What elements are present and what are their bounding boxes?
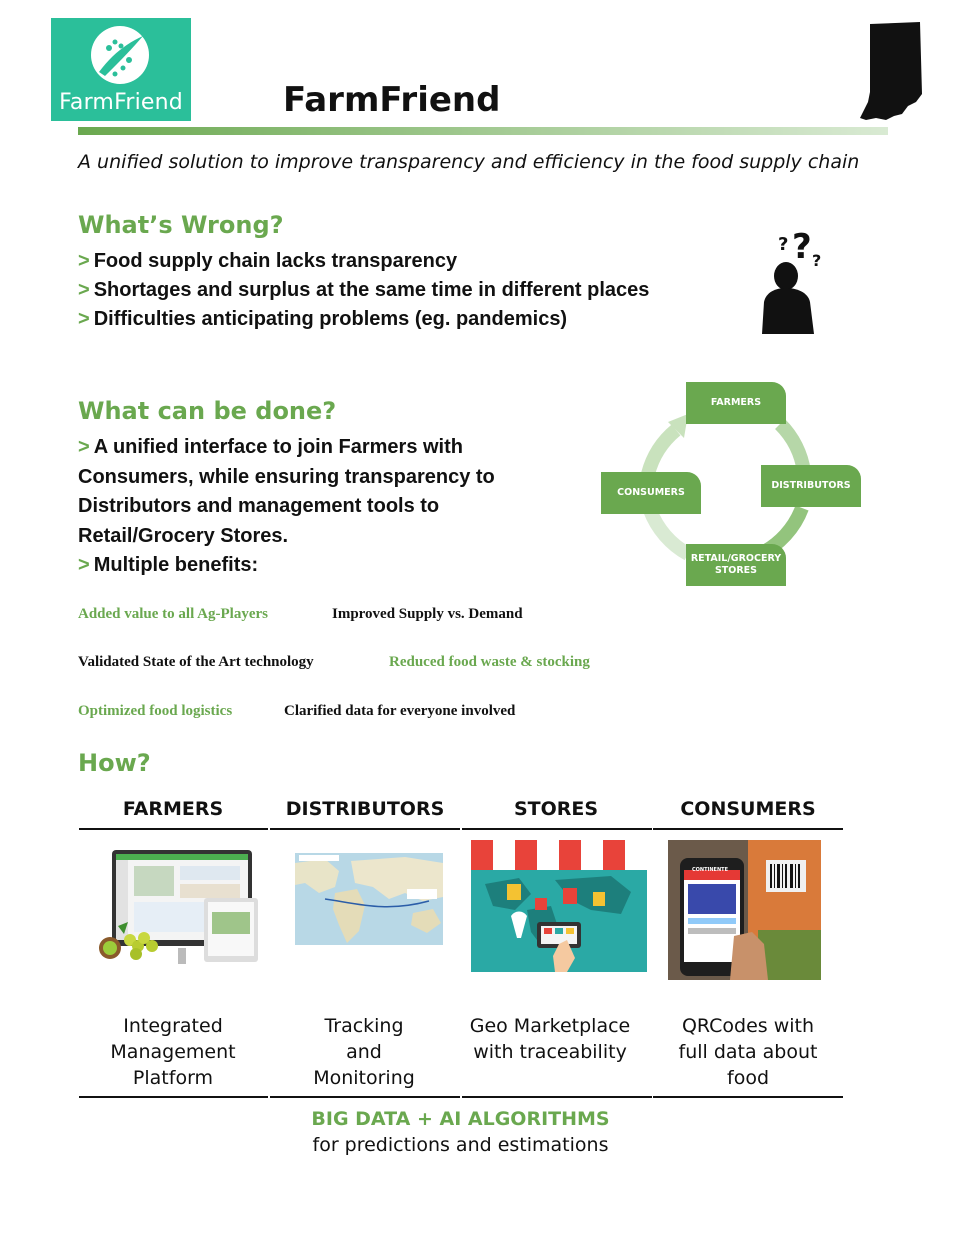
benefit-item: Added value to all Ag-Players (78, 606, 268, 622)
solution-line (78, 433, 578, 463)
description-line: Geo Marketplace (469, 1015, 631, 1037)
benefit-item: Optimized food logistics (78, 703, 233, 719)
bullet-arrow: > (78, 436, 90, 458)
solution-line: Retail/Grocery Stores. (78, 524, 289, 547)
wrong-item (78, 279, 649, 302)
description-line: with traceability (473, 1041, 627, 1063)
bullet-arrow: > (78, 250, 90, 272)
description-line: Management (110, 1041, 236, 1063)
distributors-description (270, 1013, 458, 1091)
farmers-platform-image (94, 846, 264, 970)
how-heading: How? (78, 749, 151, 777)
distributors-map-image (295, 853, 443, 945)
footer-rule (462, 1096, 652, 1098)
header-rule (653, 828, 843, 830)
title-divider (78, 127, 888, 135)
what-can-be-done-heading: What can be done? (78, 397, 337, 425)
footer-rule (79, 1096, 268, 1098)
store-brand-label: CONTINENTE (692, 867, 728, 873)
header-rule (79, 828, 268, 830)
description-line: full data about (678, 1041, 818, 1063)
page-title: FarmFriend (283, 80, 501, 120)
benefit-item: Clarified data for everyone involved (284, 703, 516, 719)
consumers-description (653, 1013, 843, 1091)
column-header-distributors: DISTRIBUTORS (285, 798, 445, 820)
cycle-farmers-box: FARMERS (686, 382, 786, 424)
stores-marketplace-image (471, 840, 647, 972)
bullet-arrow: > (78, 279, 90, 301)
whats-wrong-heading: What’s Wrong? (78, 211, 284, 239)
indiana-state-icon (858, 22, 924, 122)
header-rule (270, 828, 460, 830)
bullet-arrow: > (78, 308, 90, 330)
benefit-item: Improved Supply vs. Demand (332, 606, 523, 622)
column-header-consumers: CONSUMERS (680, 798, 816, 820)
description-line: Platform (132, 1067, 214, 1089)
supply-cycle-diagram (598, 378, 864, 590)
bigdata-heading: BIG DATA + AI ALGORITHMS (311, 1108, 610, 1130)
column-header-farmers: FARMERS (122, 798, 224, 820)
bullet-arrow: > (78, 554, 90, 576)
consumers-qrcode-image (668, 840, 821, 980)
wrong-item-text: Food supply chain lacks transparency (93, 250, 458, 272)
description-line: Integrated (123, 1015, 223, 1037)
wrong-item-text: Difficulties anticipating problems (eg. pandemics) (93, 308, 568, 330)
logo-leaf-icon (91, 26, 149, 84)
benefits-label: Multiple benefits: (93, 554, 259, 576)
solution-line-text: A unified interface to join Farmers with (93, 436, 463, 458)
cycle-retail-line: RETAIL/GROCERY (690, 553, 782, 564)
svg-text:?: ? (778, 234, 789, 255)
description-line: food (727, 1067, 769, 1089)
thinking-person-icon (752, 222, 832, 334)
wrong-item-text: Shortages and surplus at the same time in different places (93, 279, 650, 301)
benefit-item: Validated State of the Art technology (78, 654, 314, 670)
description-line: and (346, 1041, 382, 1063)
wrong-item (78, 308, 567, 331)
logo-text: FarmFriend (59, 90, 183, 115)
cycle-consumers-box: CONSUMERS (601, 472, 701, 514)
subtitle: A unified solution to improve transparency and efficiency in the food supply chain (78, 151, 860, 173)
description-line: Tracking (324, 1015, 404, 1037)
footer-rule (653, 1096, 843, 1098)
cycle-distributors-box: DISTRIBUTORS (761, 465, 861, 507)
wrong-item (78, 250, 457, 273)
column-header-stores: STORES (513, 798, 599, 820)
header-rule (462, 828, 652, 830)
stores-description (455, 1013, 645, 1065)
svg-text:?: ? (812, 251, 822, 270)
farmfriend-logo (51, 18, 191, 121)
farmers-description (79, 1013, 267, 1091)
benefits-label-line (78, 551, 578, 581)
solution-line: Consumers, while ensuring transparency to (78, 465, 495, 488)
description-line: Monitoring (313, 1067, 415, 1089)
solution-paragraph (78, 433, 578, 581)
description-line: QRCodes with (681, 1015, 815, 1037)
cycle-retail-box (686, 544, 786, 586)
svg-text:?: ? (792, 227, 812, 267)
cycle-retail-line: STORES (714, 565, 758, 576)
solution-line: Distributors and management tools to (78, 495, 440, 517)
bigdata-subtitle: for predictions and estimations (312, 1134, 609, 1156)
benefit-item: Reduced food waste & stocking (389, 654, 590, 670)
footer-rule (270, 1096, 460, 1098)
